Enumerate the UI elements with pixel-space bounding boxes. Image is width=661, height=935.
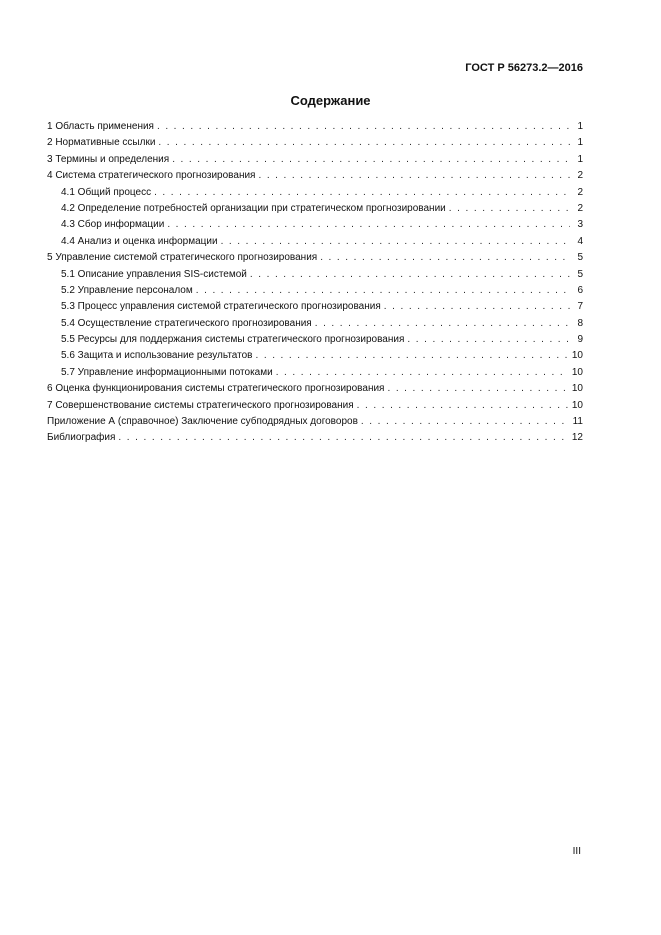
toc-leader-dots [158, 135, 570, 151]
table-of-contents [47, 119, 583, 447]
toc-entry-page: 10 [571, 350, 583, 362]
toc-entry-label: 2 Нормативные ссылки [47, 137, 156, 149]
toc-entry[interactable] [47, 332, 583, 348]
toc-entry-label: 4 Система стратегического прогнозирования [47, 170, 256, 182]
toc-leader-dots [449, 201, 570, 217]
toc-entry[interactable] [47, 267, 583, 283]
toc-leader-dots [258, 168, 570, 184]
toc-entry-page: 2 [577, 170, 583, 182]
toc-entry[interactable] [47, 348, 583, 364]
toc-leader-dots [387, 381, 568, 397]
toc-entry[interactable] [47, 201, 583, 217]
toc-entry-label: 5.4 Осуществление стратегического прогнозирования [61, 317, 312, 329]
toc-leader-dots [221, 234, 570, 250]
toc-leader-dots [118, 430, 568, 446]
toc-leader-dots [315, 316, 570, 332]
toc-entry-label: 7 Совершенствование системы стратегического прогнозирования [47, 399, 354, 411]
toc-leader-dots [250, 267, 570, 283]
toc-entry-page: 2 [577, 186, 583, 198]
toc-entry-page: 3 [577, 219, 583, 231]
toc-leader-dots [196, 283, 570, 299]
toc-entry[interactable] [47, 381, 583, 397]
toc-entry-page: 10 [571, 383, 583, 395]
toc-entry-label: 1 Область применения [47, 121, 154, 132]
toc-leader-dots [320, 250, 570, 266]
toc-entry[interactable] [47, 316, 583, 332]
toc-entry[interactable] [47, 365, 583, 381]
toc-leader-dots [157, 119, 570, 135]
toc-entry[interactable] [47, 185, 583, 201]
toc-entry[interactable] [47, 398, 583, 414]
toc-entry-page: 11 [572, 416, 583, 428]
toc-leader-dots [407, 332, 570, 348]
toc-leader-dots [276, 365, 569, 381]
toc-entry-page: 5 [577, 268, 583, 280]
toc-entry-page: 1 [577, 137, 583, 149]
toc-entry-page: 10 [571, 366, 583, 378]
toc-leader-dots [361, 414, 570, 430]
toc-leader-dots [172, 152, 570, 168]
toc-entry-page: 1 [577, 153, 583, 165]
toc-entry-page: 9 [577, 334, 583, 346]
toc-entry[interactable] [47, 234, 583, 250]
toc-leader-dots [154, 185, 570, 201]
toc-entry-label: Приложение А (справочное) Заключение субподрядных договоров [47, 416, 358, 428]
toc-entry[interactable] [47, 152, 583, 168]
toc-entry[interactable] [47, 283, 583, 299]
toc-entry-label: 5.3 Процесс управления системой стратегического прогнозирования [61, 301, 381, 313]
toc-entry-page: 2 [577, 202, 583, 214]
page-number: III [572, 846, 581, 857]
document-code: ГОСТ Р 56273.2—2016 [465, 62, 583, 74]
toc-leader-dots [384, 299, 570, 315]
toc-entry-label: Библиография [47, 432, 116, 444]
toc-entry-label: 5.5 Ресурсы для поддержания системы стратегического прогнозирования [61, 334, 405, 346]
toc-entry-page: 10 [571, 399, 583, 411]
toc-leader-dots [357, 398, 569, 414]
toc-entry[interactable] [47, 119, 583, 135]
toc-entry[interactable] [47, 430, 583, 446]
toc-entry-page: 7 [577, 301, 583, 313]
toc-entry-label: 6 Оценка функционирования системы стратегического прогнозирования [47, 383, 385, 395]
toc-entry-label: 4.1 Общий процесс [61, 186, 152, 198]
toc-entry-label: 4.3 Сбор информации [61, 219, 165, 231]
toc-entry-page: 6 [577, 284, 583, 296]
toc-entry-page: 5 [577, 252, 583, 264]
toc-entry-label: 5.2 Управление персоналом [61, 284, 193, 296]
toc-entry[interactable] [47, 168, 583, 184]
toc-entry-label: 4.4 Анализ и оценка информации [61, 235, 218, 247]
toc-entry-label: 4.2 Определение потребностей организации при стратегическом прогнозировании [61, 202, 446, 214]
toc-leader-dots [167, 217, 570, 233]
toc-entry[interactable] [47, 217, 583, 233]
toc-entry-label: 5 Управление системой стратегического прогнозирования [47, 252, 318, 264]
toc-entry-page: 12 [571, 432, 583, 444]
toc-entry-page: 1 [577, 121, 583, 132]
toc-entry[interactable] [47, 414, 583, 430]
page-title: Содержание [290, 93, 371, 108]
toc-entry-label: 5.6 Защита и использование результатов [61, 350, 253, 362]
toc-entry-label: 5.7 Управление информационными потоками [61, 366, 273, 378]
toc-entry-label: 5.1 Описание управления SIS-системой [61, 268, 247, 280]
toc-entry[interactable] [47, 299, 583, 315]
toc-entry[interactable] [47, 250, 583, 266]
toc-entry[interactable] [47, 135, 583, 151]
toc-leader-dots [255, 348, 568, 364]
toc-entry-label: 3 Термины и определения [47, 153, 170, 165]
toc-entry-page: 4 [577, 235, 583, 247]
toc-entry-page: 8 [577, 317, 583, 329]
